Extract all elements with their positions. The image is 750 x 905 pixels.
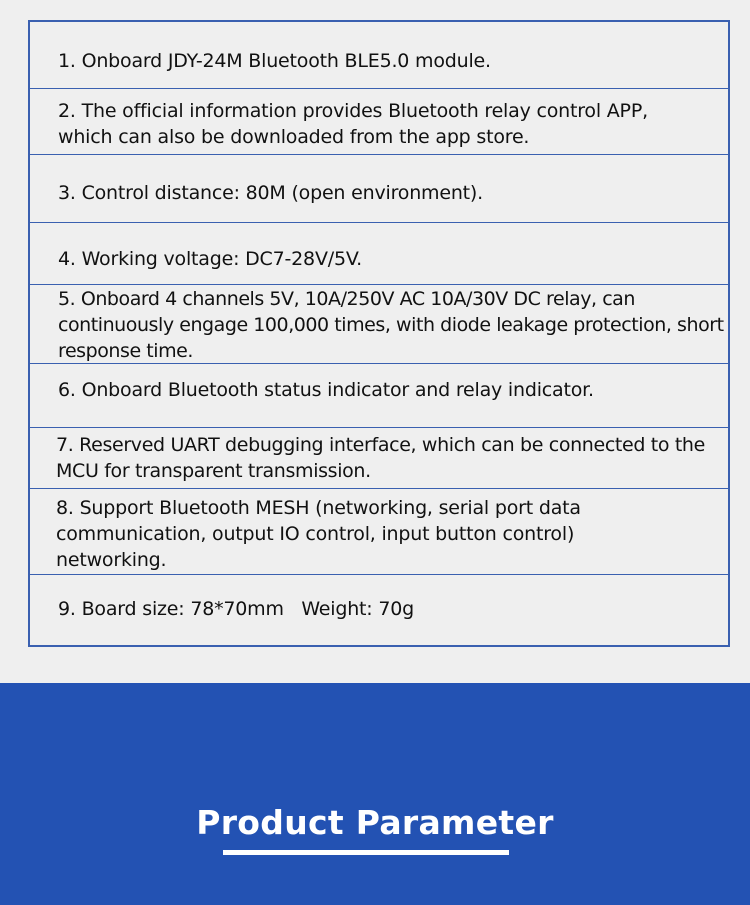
feature-text: 4. Working voltage: DC7-28V/5V. [58,248,363,270]
list-item [30,223,728,285]
features-list [28,20,730,647]
feature-text: 9. Board size: 78*70mm Weight: 70g [58,598,414,620]
feature-text: 7. Reserved UART debugging interface, which can be connected to the MCU for transparent transmission. [56,434,705,482]
list-item [30,89,728,155]
list-item [30,489,728,575]
section-header-band [0,683,750,905]
list-item [30,428,728,489]
feature-text: 6. Onboard Bluetooth status indicator and relay indicator. [58,379,594,401]
section-title: Product Parameter [196,803,554,842]
list-item [30,285,728,364]
list-item [30,364,728,428]
feature-text: 1. Onboard JDY-24M Bluetooth BLE5.0 module. [58,50,491,72]
title-underline [223,850,509,855]
feature-text: 2. The official information provides Bluetooth relay control APP, which can also be downloaded from the app store. [58,100,648,148]
feature-text: 5. Onboard 4 channels 5V, 10A/250V AC 10A/30V DC relay, can continuously engage 100,000 times, with diode leakage protection, short response time. [58,288,724,362]
list-item [30,22,728,89]
feature-text: 3. Control distance: 80M (open environment). [58,182,483,204]
feature-text: 8. Support Bluetooth MESH (networking, serial port data communication, output IO control, input button control) networking. [56,497,581,571]
list-item [30,155,728,223]
list-item [30,575,728,647]
